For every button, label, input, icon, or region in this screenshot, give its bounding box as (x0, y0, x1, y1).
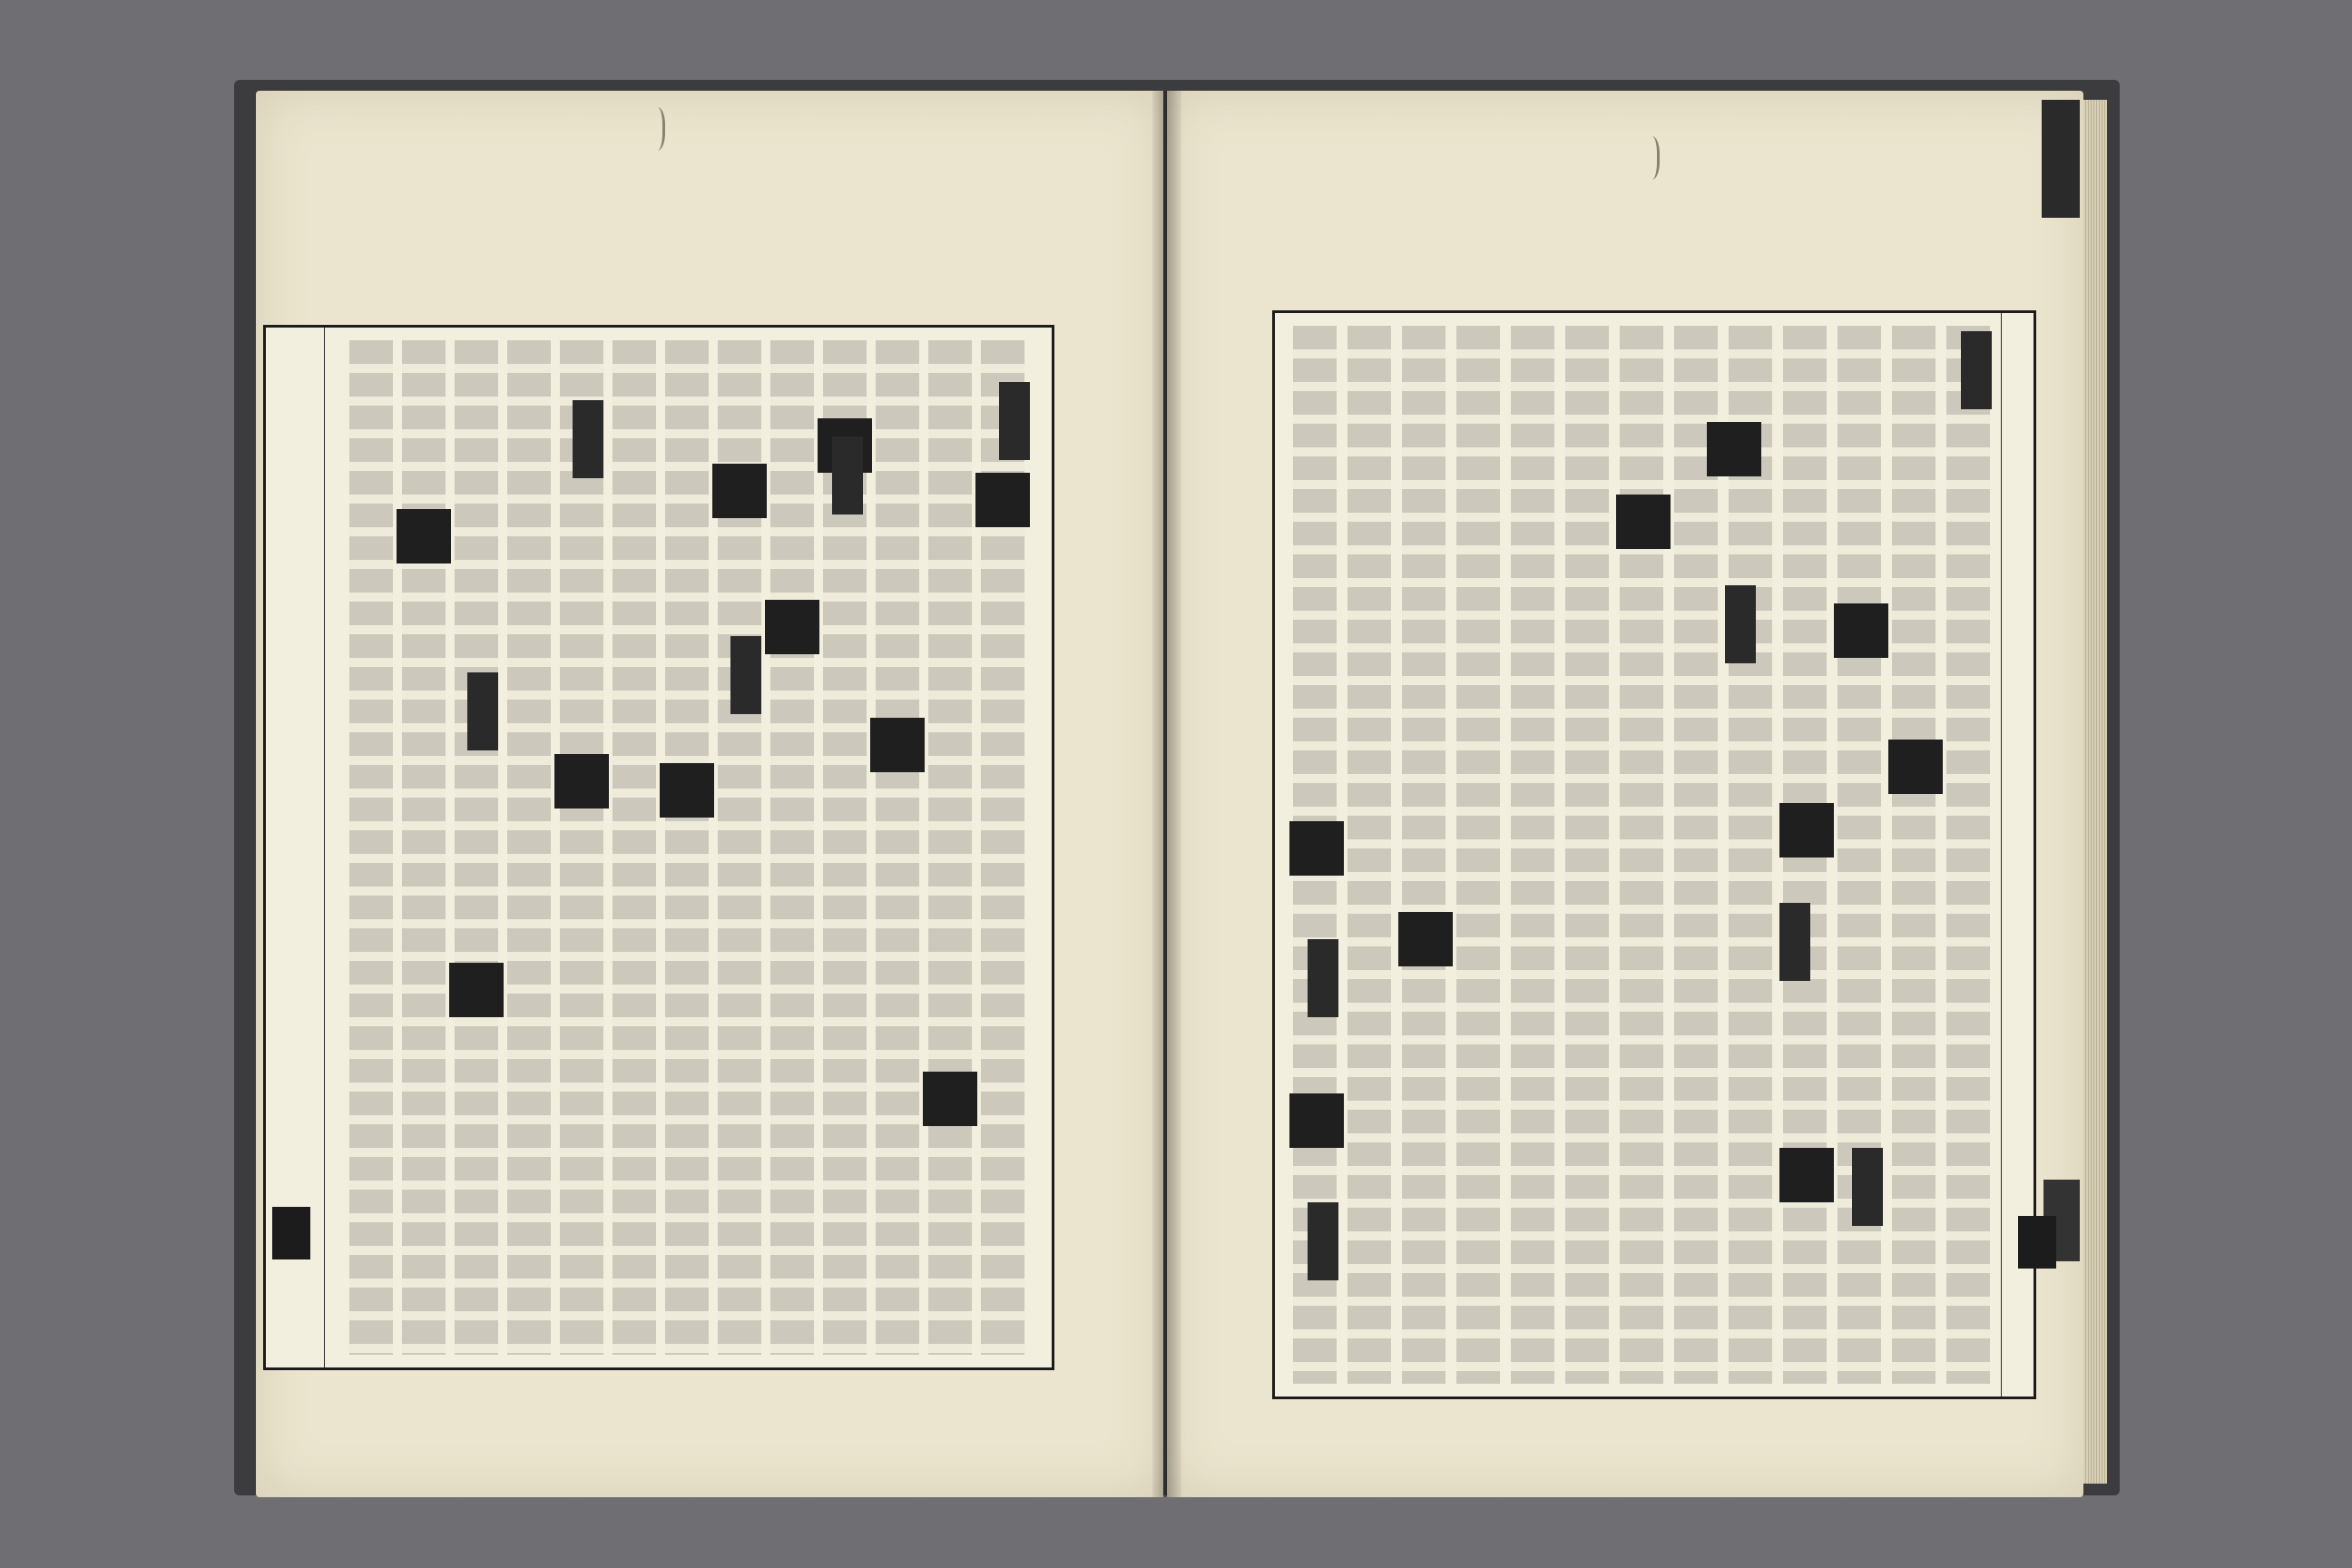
text-column (928, 340, 972, 1355)
text-column (560, 340, 603, 1355)
head-character (923, 1072, 977, 1126)
fish-tail-mark (2018, 1216, 2056, 1269)
source-label (999, 382, 1030, 460)
text-column (1620, 326, 1663, 1384)
source-label (1308, 939, 1338, 1017)
worm-damage (1641, 136, 1660, 180)
head-character (1888, 740, 1943, 794)
head-character (870, 718, 925, 772)
head-character (1289, 1093, 1344, 1148)
head-character (660, 763, 714, 818)
source-label (730, 636, 761, 714)
source-label (573, 400, 603, 478)
text-column (507, 340, 551, 1355)
head-character (554, 754, 609, 808)
head-character (397, 509, 451, 564)
head-character (1707, 422, 1761, 476)
text-column (1892, 326, 1936, 1384)
text-column (349, 340, 393, 1355)
head-character (1779, 1148, 1834, 1202)
source-label (1961, 331, 1992, 409)
source-label (1308, 1202, 1338, 1280)
text-column (1348, 326, 1391, 1384)
head-character (1398, 912, 1453, 966)
head-character (449, 963, 504, 1017)
fish-tail-mark (272, 1207, 310, 1259)
head-character (1289, 821, 1344, 876)
right-text-frame (1272, 310, 2036, 1399)
text-column (770, 340, 814, 1355)
source-label (1779, 903, 1810, 981)
book-gutter (1152, 91, 1181, 1497)
text-column (1402, 326, 1446, 1384)
head-character (1616, 495, 1671, 549)
text-column (1729, 326, 1772, 1384)
head-character (975, 473, 1030, 527)
head-character (1834, 603, 1888, 658)
source-label (832, 436, 863, 514)
text-column (402, 340, 446, 1355)
text-column (1674, 326, 1718, 1384)
head-character (712, 464, 767, 518)
head-character (765, 600, 819, 654)
worm-damage (646, 107, 665, 151)
text-column (612, 340, 656, 1355)
text-column (1565, 326, 1609, 1384)
page-edges (2083, 100, 2107, 1484)
text-column (1511, 326, 1554, 1384)
head-character (1779, 803, 1834, 858)
left-text-frame (263, 325, 1054, 1370)
text-column (1456, 326, 1500, 1384)
text-column (455, 340, 498, 1355)
text-column (1946, 326, 1990, 1384)
source-label (1852, 1148, 1883, 1226)
source-label (467, 672, 498, 750)
text-column (876, 340, 919, 1355)
text-column (665, 340, 709, 1355)
source-label (1725, 585, 1756, 663)
column-rule (324, 328, 325, 1367)
column-rule (2001, 313, 2002, 1396)
running-head-tab (2042, 100, 2080, 218)
